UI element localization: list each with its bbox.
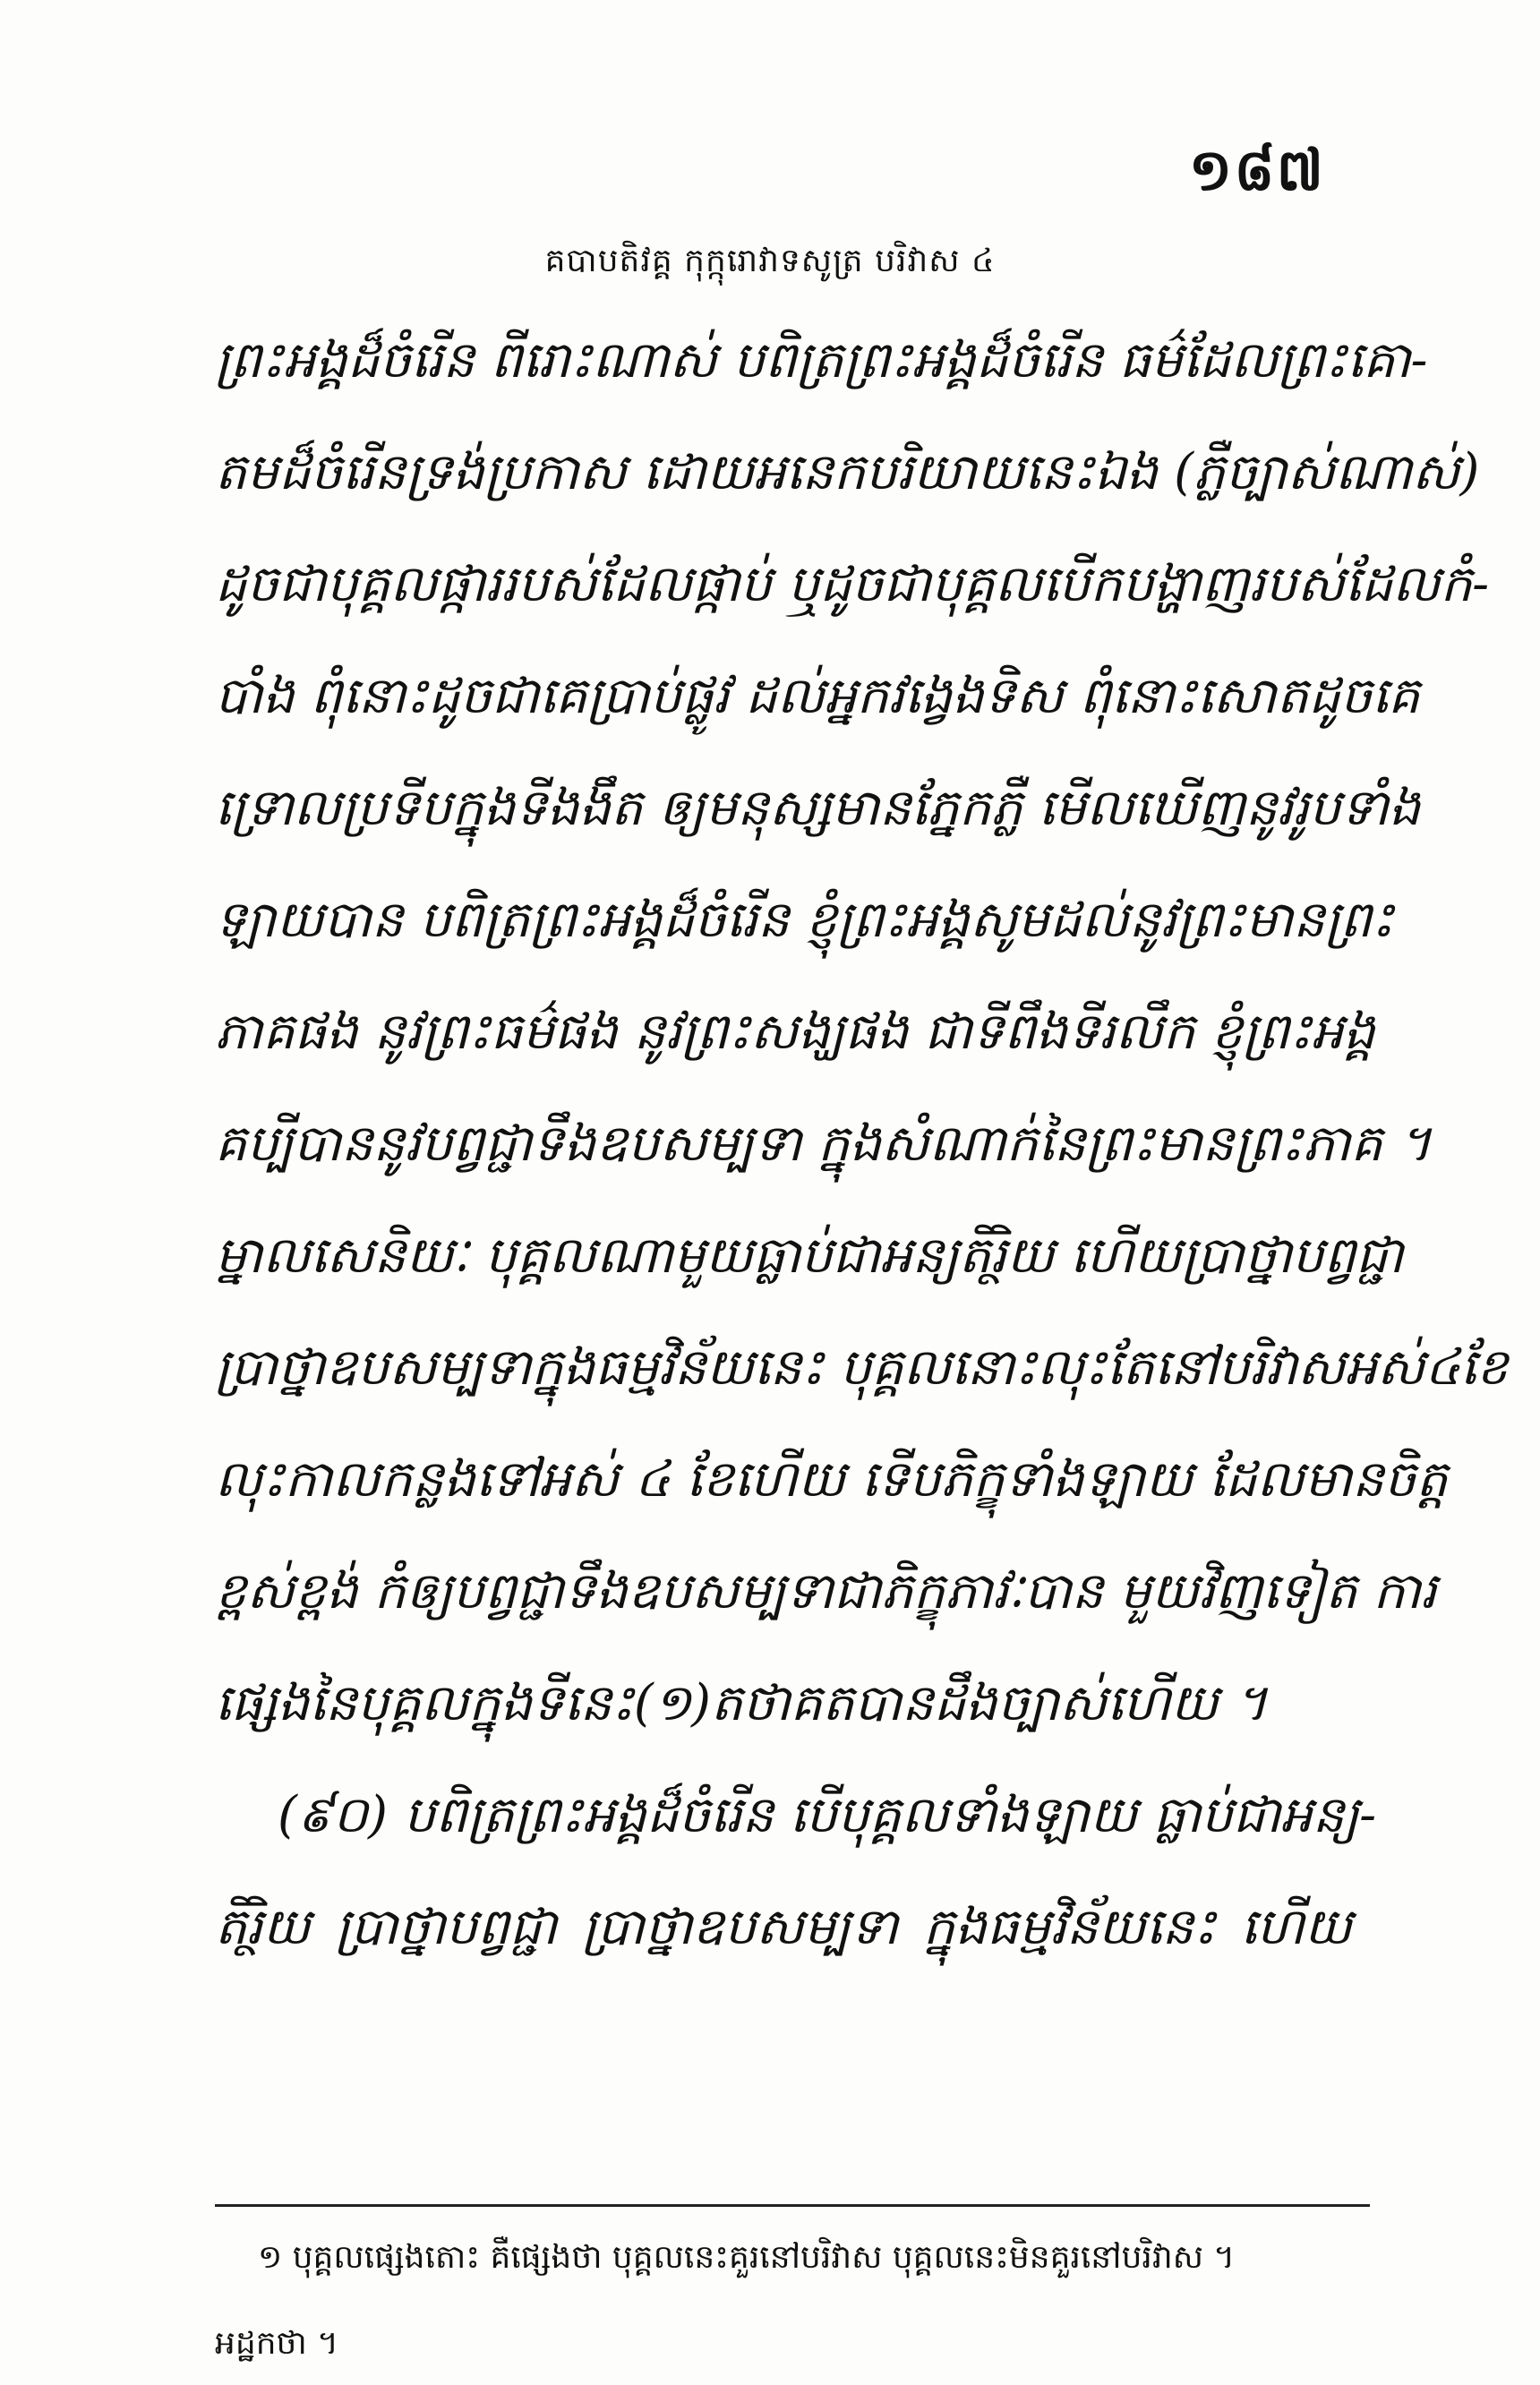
page-number: ១៨៧ — [1188, 137, 1325, 204]
footnote-line: ១ បុគ្គលផ្សេងតោះ គឺផ្សេងថា បុគ្គលនេះគួរនៅបរិវាស បុគ្គលនេះមិនគួរនៅបរិវាស ។ — [258, 2239, 1236, 2276]
body-line: ផ្សេងនៃបុគ្គលក្នុងទីនេះ(១)តថាគតបានដឹងច្បាស់ហើយ ។ — [215, 1674, 1268, 1732]
body-line: តិរ្ថិយ ប្រាថ្នាបព្វជ្ជា ប្រាថ្នាឧបសម្បទា ក្នុងធម្មវិន័យនេះ ហើយ — [215, 1898, 1352, 1956]
body-line: ព្រះអង្គដ៏ចំរើន ពីរោះណាស់ បពិត្រព្រះអង្គដ៏ចំរើន ធម៌ដែលព្រះគោ- — [215, 331, 1428, 389]
body-line: ឡាយបាន បពិត្រព្រះអង្គដ៏ចំរើន ខ្ញុំព្រះអង្គសូមដល់នូវព្រះមានព្រះ — [215, 891, 1394, 949]
body-line: តមដ៏ចំរើនទ្រង់ប្រកាស ដោយអនេកបរិយាយនេះឯង (ភ្លឺច្បាស់ណាស់) — [215, 443, 1480, 501]
body-line: ម្នាលសេនិយៈ បុគ្គលណាមួយធ្លាប់ជាអន្យតិរ្ថិយ ហើយប្រាថ្នាបព្វជ្ជា — [215, 1227, 1404, 1285]
footnote-divider — [215, 2204, 1370, 2207]
body-line: ដូចជាបុគ្គលផ្ការរបស់ដែលផ្កាប់ ឬដូចជាបុគ្គលបើកបង្ហាញរបស់ដែលកំ- — [215, 555, 1490, 613]
body-line: (៩០) បពិត្រព្រះអង្គដ៏ចំរើន បើបុគ្គលទាំងឡាយ ធ្លាប់ជាអន្យ- — [278, 1786, 1376, 1844]
body-line: លុះកាលកន្លងទៅអស់ ៤ ខែហើយ ទើបភិក្ខុទាំងឡាយ ដែលមានចិត្ត — [215, 1450, 1448, 1509]
body-line: ខ្ពស់ខ្ពង់ កំឲ្យបព្វជ្ជាទឹងឧបសម្បទាជាភិក្ខុភាវៈបាន មួយវិញទៀត ការ — [215, 1562, 1437, 1620]
footnote-source: អដ្ឋកថា ។ — [215, 2325, 339, 2362]
body-line: ភាគផង នូវព្រះធម៌ផង នូវព្រះសង្ឃផង ជាទីពឹងទីរលឹក ខ្ញុំព្រះអង្គ — [215, 1003, 1375, 1061]
body-line: ទ្រោលប្រទីបក្នុងទីងងឹត ឲ្យមនុស្សមានភ្នែកភ្លឺ មើលឃើញនូវរូបទាំង — [215, 779, 1421, 837]
body-line: គប្បីបាននូវបព្វជ្ជាទឹងឧបសម្បទា ក្នុងសំណាក់នៃព្រះមានព្រះភាគ ។ — [215, 1115, 1432, 1173]
running-head: គបាបតិវគ្គ កុក្កុរោវាទសូត្រ បរិវាស ៤ — [544, 243, 996, 279]
body-line: បាំង ពុំនោះដូចជាគេប្រាប់ផ្លូវ ដល់អ្នកវង្វេងទិស ពុំនោះសោតដូចគេ — [215, 667, 1420, 725]
body-text — [215, 304, 1509, 1983]
body-line: ប្រាថ្នាឧបសម្បទាក្នុងធម្មវិន័យនេះ បុគ្គលនោះលុះតែនៅបរិវាសអស់៤ខែ — [215, 1338, 1509, 1397]
